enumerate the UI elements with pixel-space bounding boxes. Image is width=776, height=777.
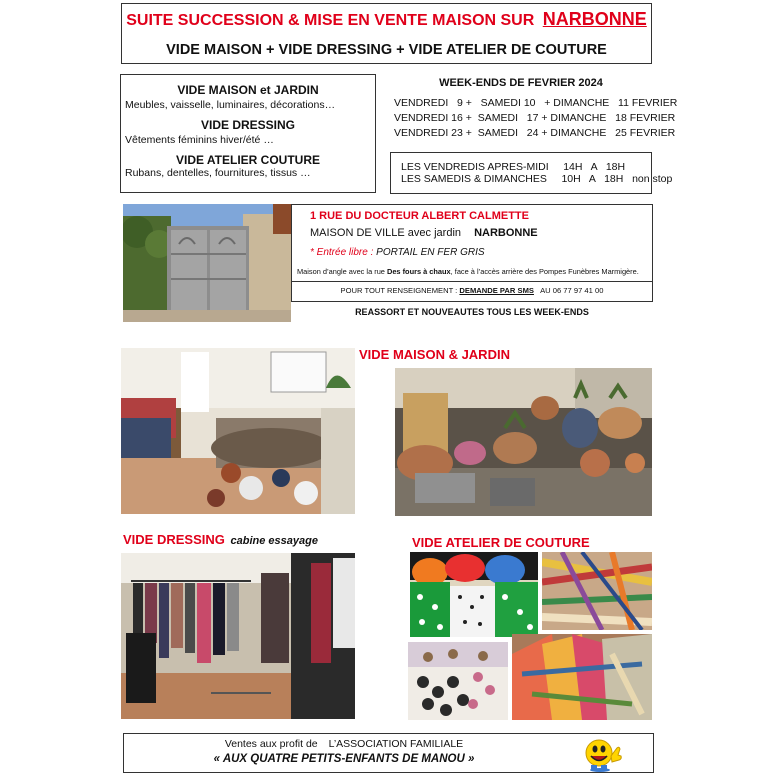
schedule-row-1: VENDREDI 9 + SAMEDI 10 + DIMANCHE 11 FEVRIER [394, 97, 678, 109]
cat-atelier-desc: Rubans, dentelles, fournitures, tissus … [125, 167, 311, 179]
address-house [310, 227, 538, 239]
living-room-photo [121, 348, 355, 514]
contact-prefix: POUR TOUT RENSEIGNEMENT : [340, 286, 458, 295]
contact-phone: AU 06 77 97 41 00 [540, 286, 604, 295]
header-title-city: NARBONNE [542, 9, 647, 29]
header-subtitle: VIDE MAISON + VIDE DRESSING + VIDE ATELIER DE COUTURE [166, 42, 607, 58]
schedule-row-3: VENDREDI 23 + SAMEDI 24 + DIMANCHE 25 FEVRIER [394, 127, 676, 139]
hours-fri: LES VENDREDIS APRES-MIDI 14H A 18H [401, 161, 626, 173]
buttons-photo [408, 642, 508, 720]
schedule-row-2: VENDREDI 16 + SAMEDI 17 + DIMANCHE 18 FEVRIER [394, 112, 676, 124]
footer-line1-prefix: Ventes aux profit de [224, 738, 318, 750]
categories-box [120, 74, 376, 193]
section-dressing-note: cabine essayage [230, 535, 318, 547]
smiley-thumbs-up-icon [580, 736, 622, 772]
address-note-prefix: Maison d’angle avec la rue [297, 267, 385, 276]
hours-box [390, 152, 673, 194]
address-entry [310, 247, 485, 258]
address-entry-label: * Entrée libre : [310, 247, 374, 258]
cat-maison-title: VIDE MAISON et JARDIN [177, 83, 319, 97]
schedule-title: WEEK-ENDS DE FEVRIER 2024 [439, 77, 603, 89]
footer-box [123, 733, 654, 773]
address-entry-value: PORTAIL EN FER GRIS [376, 247, 485, 258]
footer-line1-assoc: L’ASSOCIATION FAMILIALE [328, 738, 464, 750]
cat-atelier-title: VIDE ATELIER COUTURE [175, 153, 320, 167]
hours-weekend: LES SAMEDIS & DIMANCHES 10H A 18H non stop [401, 173, 673, 185]
section-dressing-title [123, 532, 318, 547]
section-dressing-label: VIDE DRESSING [123, 532, 225, 547]
address-street: 1 RUE DU DOCTEUR ALBERT CALMETTE [310, 210, 529, 222]
dressing-clothes-photo [121, 553, 355, 719]
address-box [291, 204, 653, 282]
fabric-strips-photo [542, 552, 652, 630]
section-maison-title: VIDE MAISON & JARDIN [359, 347, 510, 362]
cat-maison-desc: Meubles, vaisselle, luminaires, décorations… [125, 99, 336, 111]
reassort-banner: REASSORT ET NOUVEAUTES TOUS LES WEEK-ENDS [355, 307, 589, 317]
cat-dressing-desc: Vêtements féminins hiver/été … [125, 134, 274, 146]
garden-pots-photo [395, 368, 652, 516]
header-title [122, 9, 651, 30]
header-box [121, 3, 652, 64]
ribbons-photo [410, 552, 538, 637]
contact-box [291, 281, 653, 302]
address-note [297, 267, 639, 276]
address-note-suffix: , face à l’accès arrière des Pompes Funèbres Marmigère. [450, 267, 639, 276]
contact-line [292, 286, 652, 295]
section-atelier-title: VIDE ATELIER DE COUTURE [412, 535, 590, 550]
address-note-bold: Des fours à chaux [386, 267, 451, 276]
address-house-prefix: MAISON DE VILLE avec jardin [310, 227, 462, 239]
cat-dressing-title: VIDE DRESSING [200, 118, 296, 132]
contact-link[interactable]: DEMANDE PAR SMS [459, 286, 534, 295]
header-title-prefix: SUITE SUCCESSION & MISE EN VENTE MAISON SUR [126, 12, 535, 29]
house-gate-photo [123, 204, 291, 322]
fabric-folders-photo [512, 634, 652, 720]
address-house-city: NARBONNE [474, 227, 538, 239]
footer-line1 [124, 738, 564, 750]
footer-line2: « AUX QUATRE PETITS-ENFANTS DE MANOU » [213, 753, 475, 765]
